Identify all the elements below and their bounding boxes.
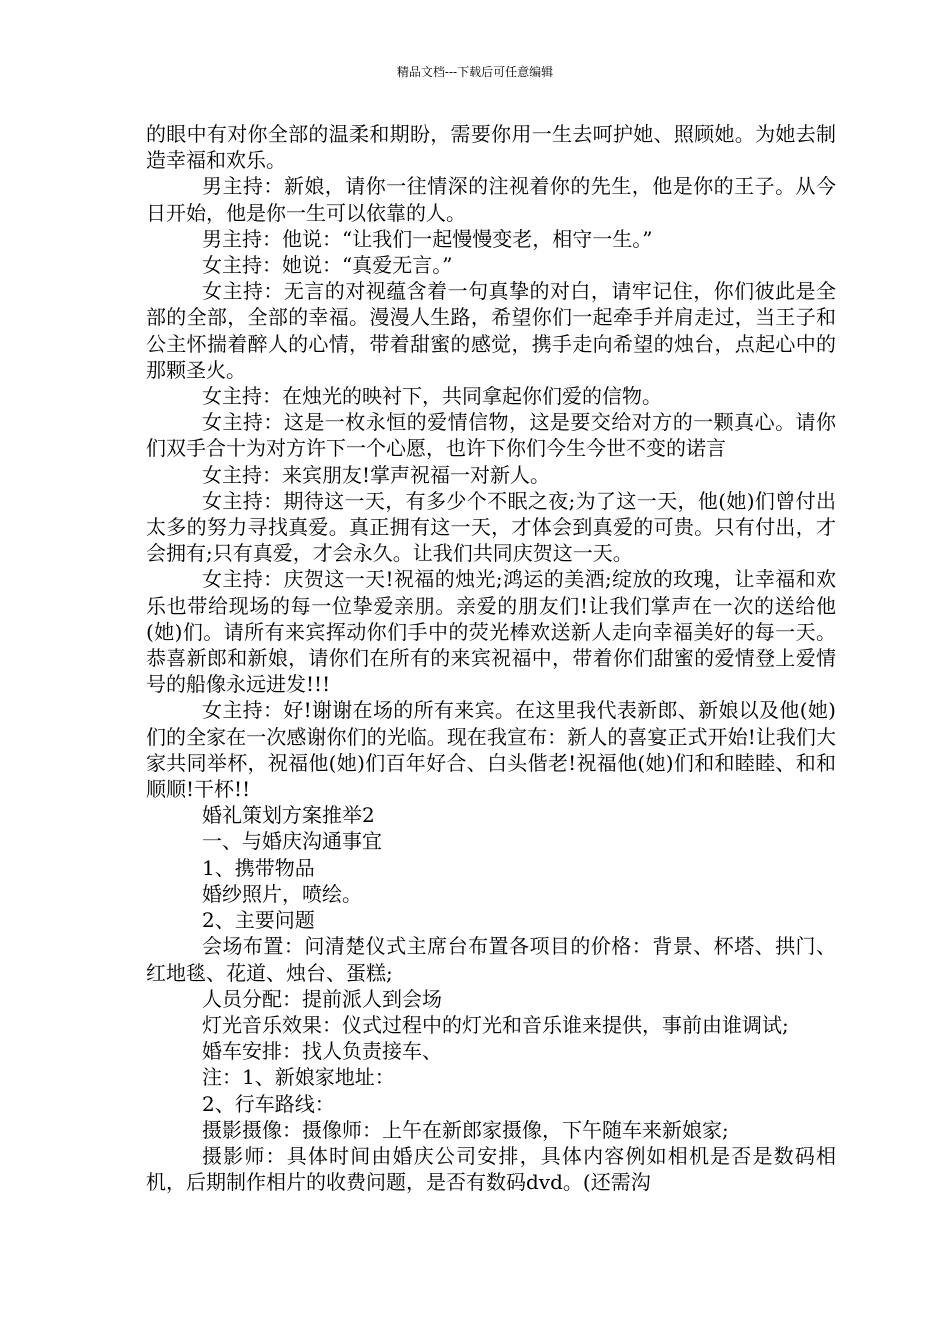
paragraph: 婚纱照片，喷绘。: [202, 881, 362, 906]
page-header: 精品文档---下载后可任意编辑: [396, 65, 554, 79]
paragraph: 婚车安排：找人负责接车、: [202, 1039, 442, 1064]
paragraph: 摄影摄像：摄像师：上午在新郎家摄像，下午随车来新娘家;: [202, 1117, 729, 1142]
paragraph: 女主持：在烛光的映衬下，共同拿起你们爱的信物。: [202, 384, 662, 409]
paragraph: 2、行车路线：: [202, 1091, 335, 1116]
paragraph: 人员分配：提前派人到会场: [202, 986, 442, 1011]
paragraph: 注：1、新娘家地址：: [202, 1065, 395, 1090]
list-item: 1、携带物品: [202, 855, 315, 880]
paragraph: 的眼中有对你全部的温柔和期盼，需要你用一生去呵护她、照顾她。为她去制造幸福和欢乐。: [146, 122, 836, 173]
paragraph: 女主持：期待这一天，有多少个不眠之夜;为了这一天，他(她)们曾付出太多的努力寻找真爱。真正拥有这一天，才体会到真爱的可贵。只有付出，才会拥有;只有真爱，才会永久。让我们共同庆贺这一天。: [146, 488, 836, 566]
paragraph: 女主持：来宾朋友!掌声祝福一对新人。: [202, 462, 551, 487]
paragraph: 摄影师：具体时间由婚庆公司安排，具体内容例如相机是否是数码相机，后期制作相片的收费问题，是否有数码dvd。(还需沟: [146, 1143, 836, 1195]
section-heading: 婚礼策划方案推举2: [202, 803, 375, 828]
paragraph: 女主持：这是一枚永恒的爱情信物，这是要交给对方的一颗真心。请你们双手合十为对方许下一个心愿，也许下你们今生今世不变的诺言: [146, 410, 836, 461]
paragraph: 女主持：她说：“真爱无言。”: [202, 253, 453, 278]
paragraph: 灯光音乐效果：仪式过程中的灯光和音乐谁来提供，事前由谁调试;: [202, 1012, 789, 1037]
section-heading: 一、与婚庆沟通事宜: [202, 829, 382, 854]
list-item: 2、主要问题: [202, 908, 315, 933]
paragraph: 女主持：无言的对视蕴含着一句真挚的对白，请牢记住，你们彼此是全部的全部，全部的幸福。漫漫人生路，希望你们一起牵手并肩走过，当王子和公主怀揣着醉人的心情，带着甜蜜的感觉，携手走向希望的烛台，点起心中的那颗圣火。: [146, 279, 836, 382]
paragraph: 女主持：好!谢谢在场的所有来宾。在这里我代表新郎、新娘以及他(她)们的全家在一次感谢你们的光临。现在我宣布：新人的喜宴正式开始!让我们大家共同举杯，祝福他(她)们百年好合、白头偕老!祝福他(她)们和和睦睦、和和顺顺!干杯!!: [146, 698, 836, 802]
document-body: [146, 121, 836, 1195]
paragraph: 会场布置：问清楚仪式主席台布置各项目的价格：背景、杯塔、拱门、红地毯、花道、烛台、蛋糕;: [146, 934, 836, 985]
paragraph: 男主持：新娘，请你一往情深的注视着你的先生，他是你的王子。从今日开始，他是你一生可以依靠的人。: [146, 174, 836, 225]
paragraph: 女主持：庆贺这一天!祝福的烛光;鸿运的美酒;绽放的玫瑰，让幸福和欢乐也带给现场的每一位挚爱亲朋。亲爱的朋友们!让我们掌声在一次的送给他(她)们。请所有来宾挥动你们手中的荧光棒欢送新人走向幸福美好的每一天。恭喜新郎和新娘，请你们在所有的来宾祝福中，带着你们甜蜜的爱情登上爱情号的船像永远进发!!!: [146, 567, 836, 697]
paragraph: 男主持：他说：“让我们一起慢慢变老，相守一生。”: [202, 226, 653, 251]
